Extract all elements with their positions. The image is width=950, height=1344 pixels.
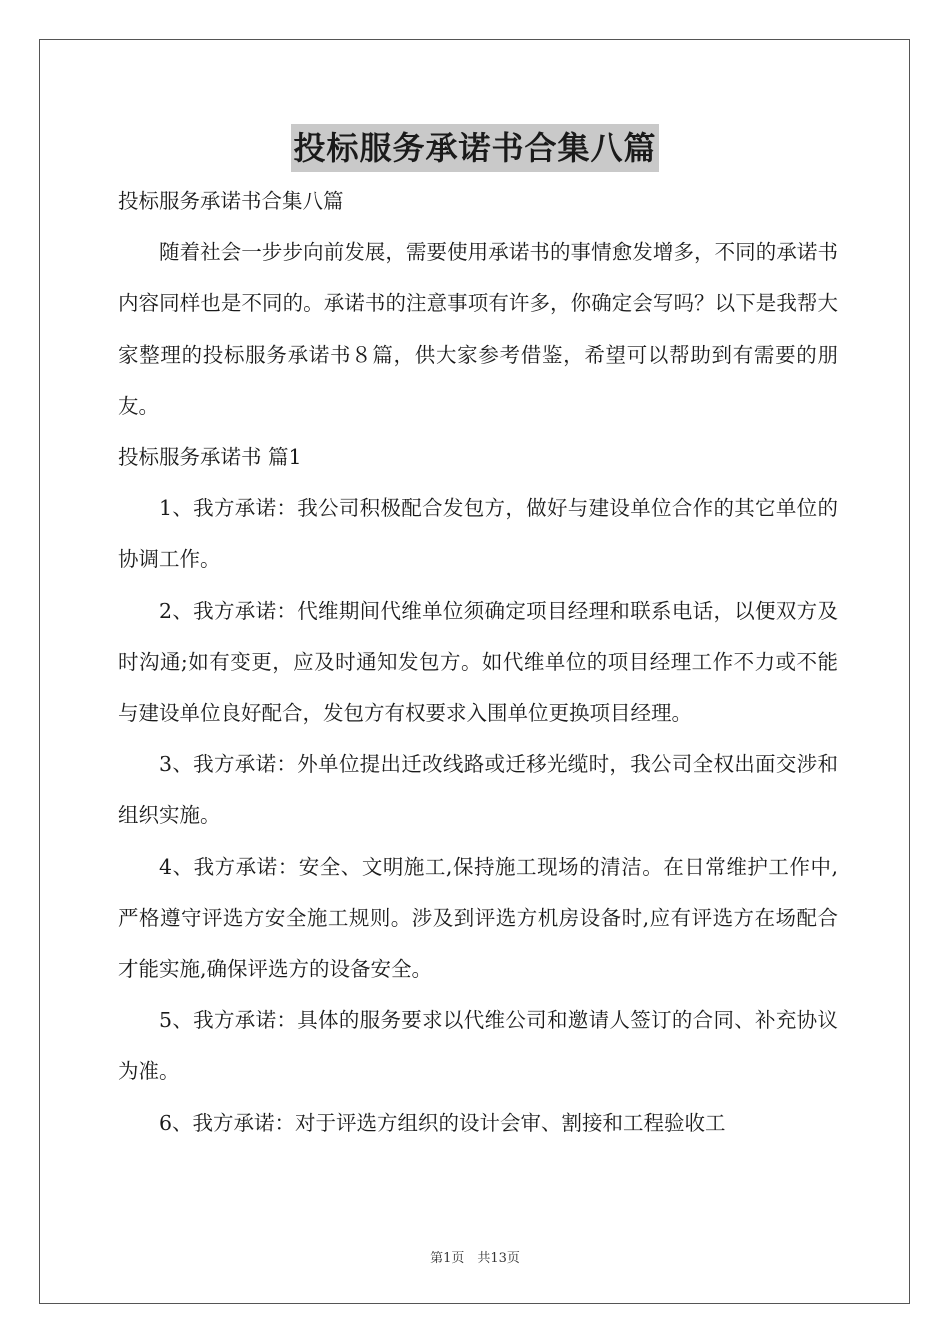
paragraph: 6、我方承诺：对于评选方组织的设计会审、割接和工程验收工 bbox=[159, 1110, 726, 1135]
paragraph: 1、我方承诺：我公司积极配合发包方，做好与建设单位合作的其它单位的协调工作。 bbox=[118, 496, 838, 572]
paragraph: 投标服务承诺书合集八篇 bbox=[118, 189, 344, 213]
document-title: 投标服务承诺书合集八篇 bbox=[291, 124, 658, 172]
paragraph: 2、我方承诺：代维期间代维单位须确定项目经理和联系电话，以便双方及时沟通;如有变更，应及时通知发包方。如代维单位的项目经理工作不力或不能与建设单位良好配合，发包方有权要求入围单位更换项目经理。 bbox=[118, 598, 838, 726]
paragraph: 3、我方承诺：外单位提出迁改线路或迁移光缆时，我公司全权出面交涉和组织实施。 bbox=[118, 752, 838, 828]
paragraph: 随着社会一步步向前发展，需要使用承诺书的事情愈发增多，不同的承诺书内容同样也是不同的。承诺书的注意事项有许多，你确定会写吗？以下是我帮大家整理的投标服务承诺书８篇，供大家参考借鉴，希望可以帮助到有需要的朋友。 bbox=[118, 240, 838, 418]
page-footer: 第1页 共13页 bbox=[430, 1251, 520, 1266]
paragraph: 5、我方承诺：具体的服务要求以代维公司和邀请人签订的合同、补充协议为准。 bbox=[118, 1008, 838, 1084]
title-container bbox=[0, 124, 950, 172]
paragraph: 4、我方承诺：安全、文明施工,保持施工现场的清洁。在日常维护工作中,严格遵守评选方安全施工规则。涉及到评选方机房设备时,应有评选方在场配合才能实施,确保评选方的设备安全。 bbox=[118, 854, 838, 982]
document-body bbox=[118, 176, 838, 1149]
paragraph: 投标服务承诺书 篇1 bbox=[118, 445, 302, 470]
